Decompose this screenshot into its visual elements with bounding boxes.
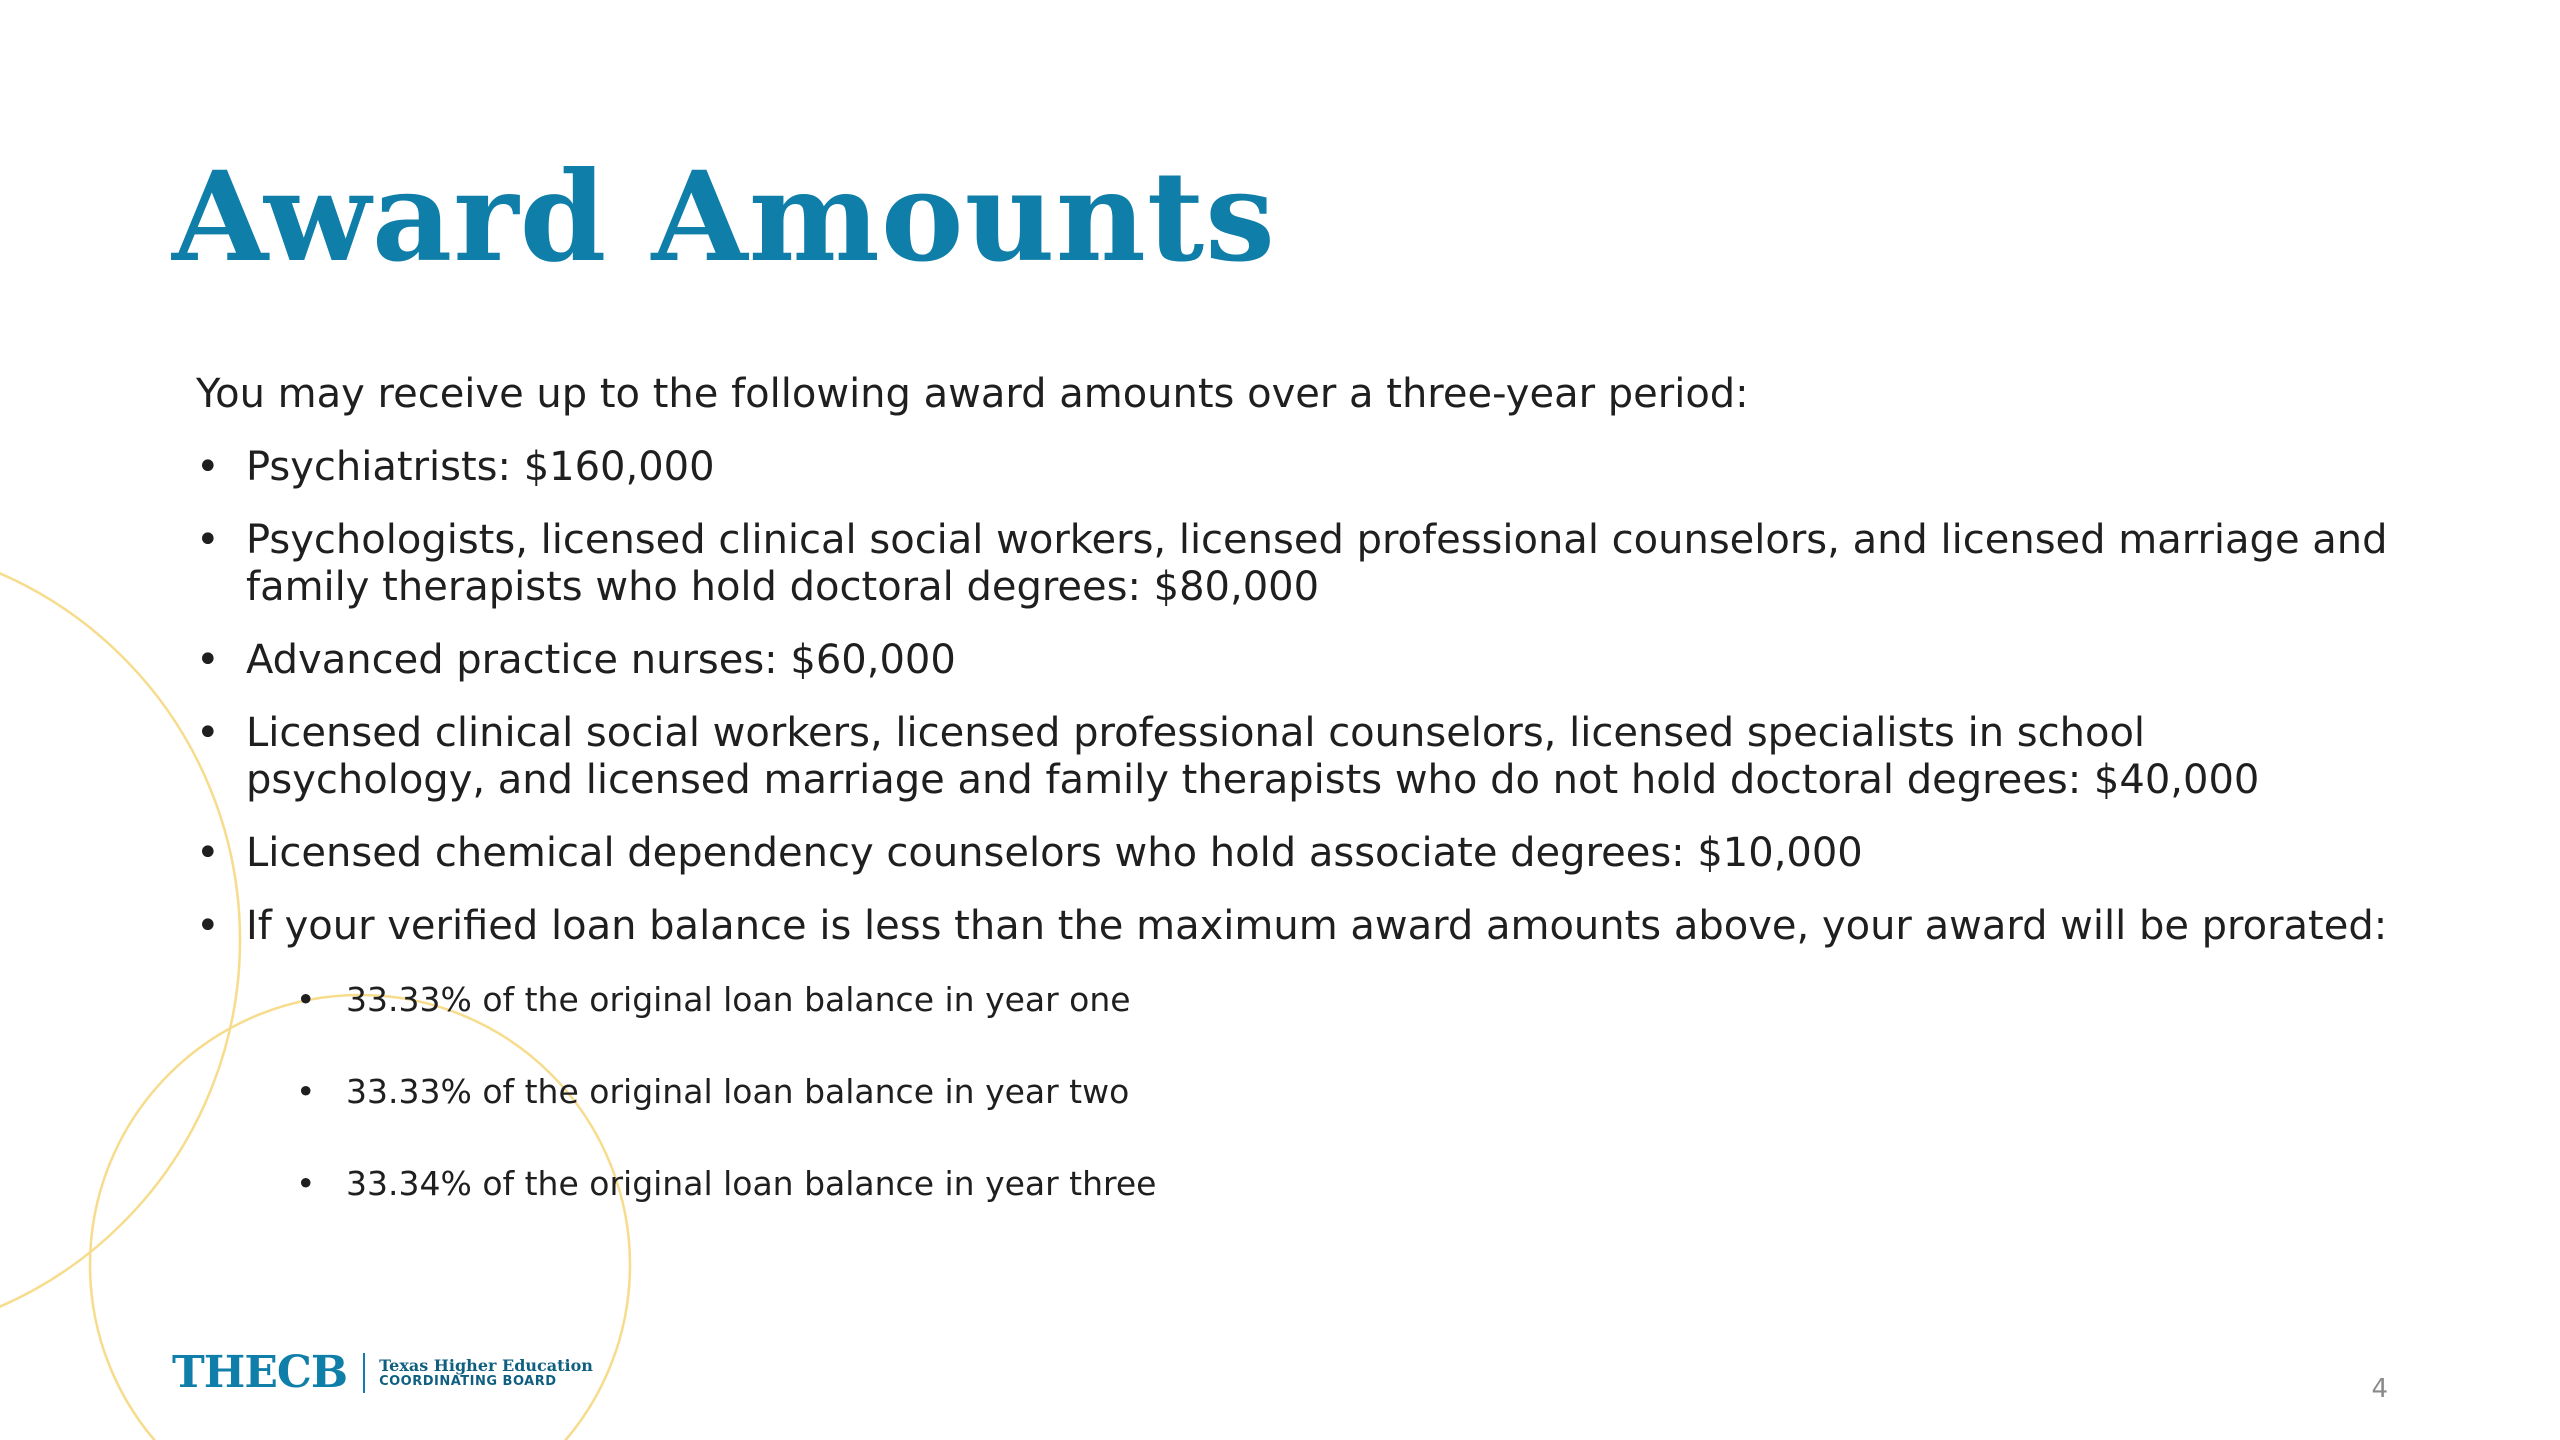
sub-list-item bbox=[296, 1164, 2396, 1204]
bullet-icon: • bbox=[196, 517, 220, 563]
list-item-text: Licensed chemical dependency counselors who hold associate degrees: $10,000 bbox=[246, 830, 1863, 876]
sub-list-item-text: 33.34% of the original loan balance in year three bbox=[346, 1164, 1157, 1203]
thecb-logo bbox=[172, 1345, 593, 1401]
bullet-icon: • bbox=[196, 637, 220, 683]
sub-list-item-text: 33.33% of the original loan balance in year one bbox=[346, 980, 1131, 1019]
list-item bbox=[196, 637, 2396, 684]
award-list bbox=[196, 444, 2396, 1204]
list-item-text: Licensed clinical social workers, licensed professional counselors, licensed specialists in school psychology, and licensed marriage and family therapists who do not hold doctoral degrees: $40,000 bbox=[246, 710, 2260, 803]
bullet-icon: • bbox=[296, 1072, 316, 1111]
bullet-icon: • bbox=[196, 830, 220, 876]
list-item bbox=[196, 710, 2396, 804]
list-item-text: Psychologists, licensed clinical social workers, licensed professional counselors, and licensed marriage and family therapists who hold doctoral degrees: $80,000 bbox=[246, 517, 2388, 610]
logo-mark: THECB bbox=[172, 1347, 348, 1398]
logo-subtitle bbox=[379, 1355, 593, 1389]
list-item bbox=[196, 517, 2396, 611]
intro-text: You may receive up to the following award amounts over a three-year period: bbox=[196, 371, 1749, 417]
bullet-icon: • bbox=[196, 444, 220, 490]
slide-title: Award Amounts bbox=[172, 145, 1276, 290]
bullet-icon: • bbox=[296, 1164, 316, 1203]
sub-list-item bbox=[296, 980, 2396, 1020]
slide-body bbox=[196, 370, 2396, 1256]
sub-list-item bbox=[296, 1072, 2396, 1112]
list-item bbox=[196, 830, 2396, 877]
list-item-text: If your verified loan balance is less than the maximum award amounts above, your award will be prorated: bbox=[246, 903, 2388, 949]
list-item bbox=[196, 903, 2396, 1204]
list-item-text: Psychiatrists: $160,000 bbox=[246, 444, 715, 490]
proration-list bbox=[246, 980, 2396, 1204]
page-number: 4 bbox=[2371, 1374, 2388, 1404]
list-item bbox=[196, 444, 2396, 491]
bullet-icon: • bbox=[196, 710, 220, 756]
bullet-icon: • bbox=[296, 980, 316, 1019]
sub-list-item-text: 33.33% of the original loan balance in year two bbox=[346, 1072, 1130, 1111]
bullet-icon: • bbox=[196, 903, 220, 949]
list-item-text: Advanced practice nurses: $60,000 bbox=[246, 637, 956, 683]
logo-line-2: COORDINATING BOARD bbox=[379, 1373, 557, 1389]
logo-line-1: Texas Higher Education bbox=[379, 1355, 593, 1375]
logo-divider bbox=[363, 1353, 365, 1393]
